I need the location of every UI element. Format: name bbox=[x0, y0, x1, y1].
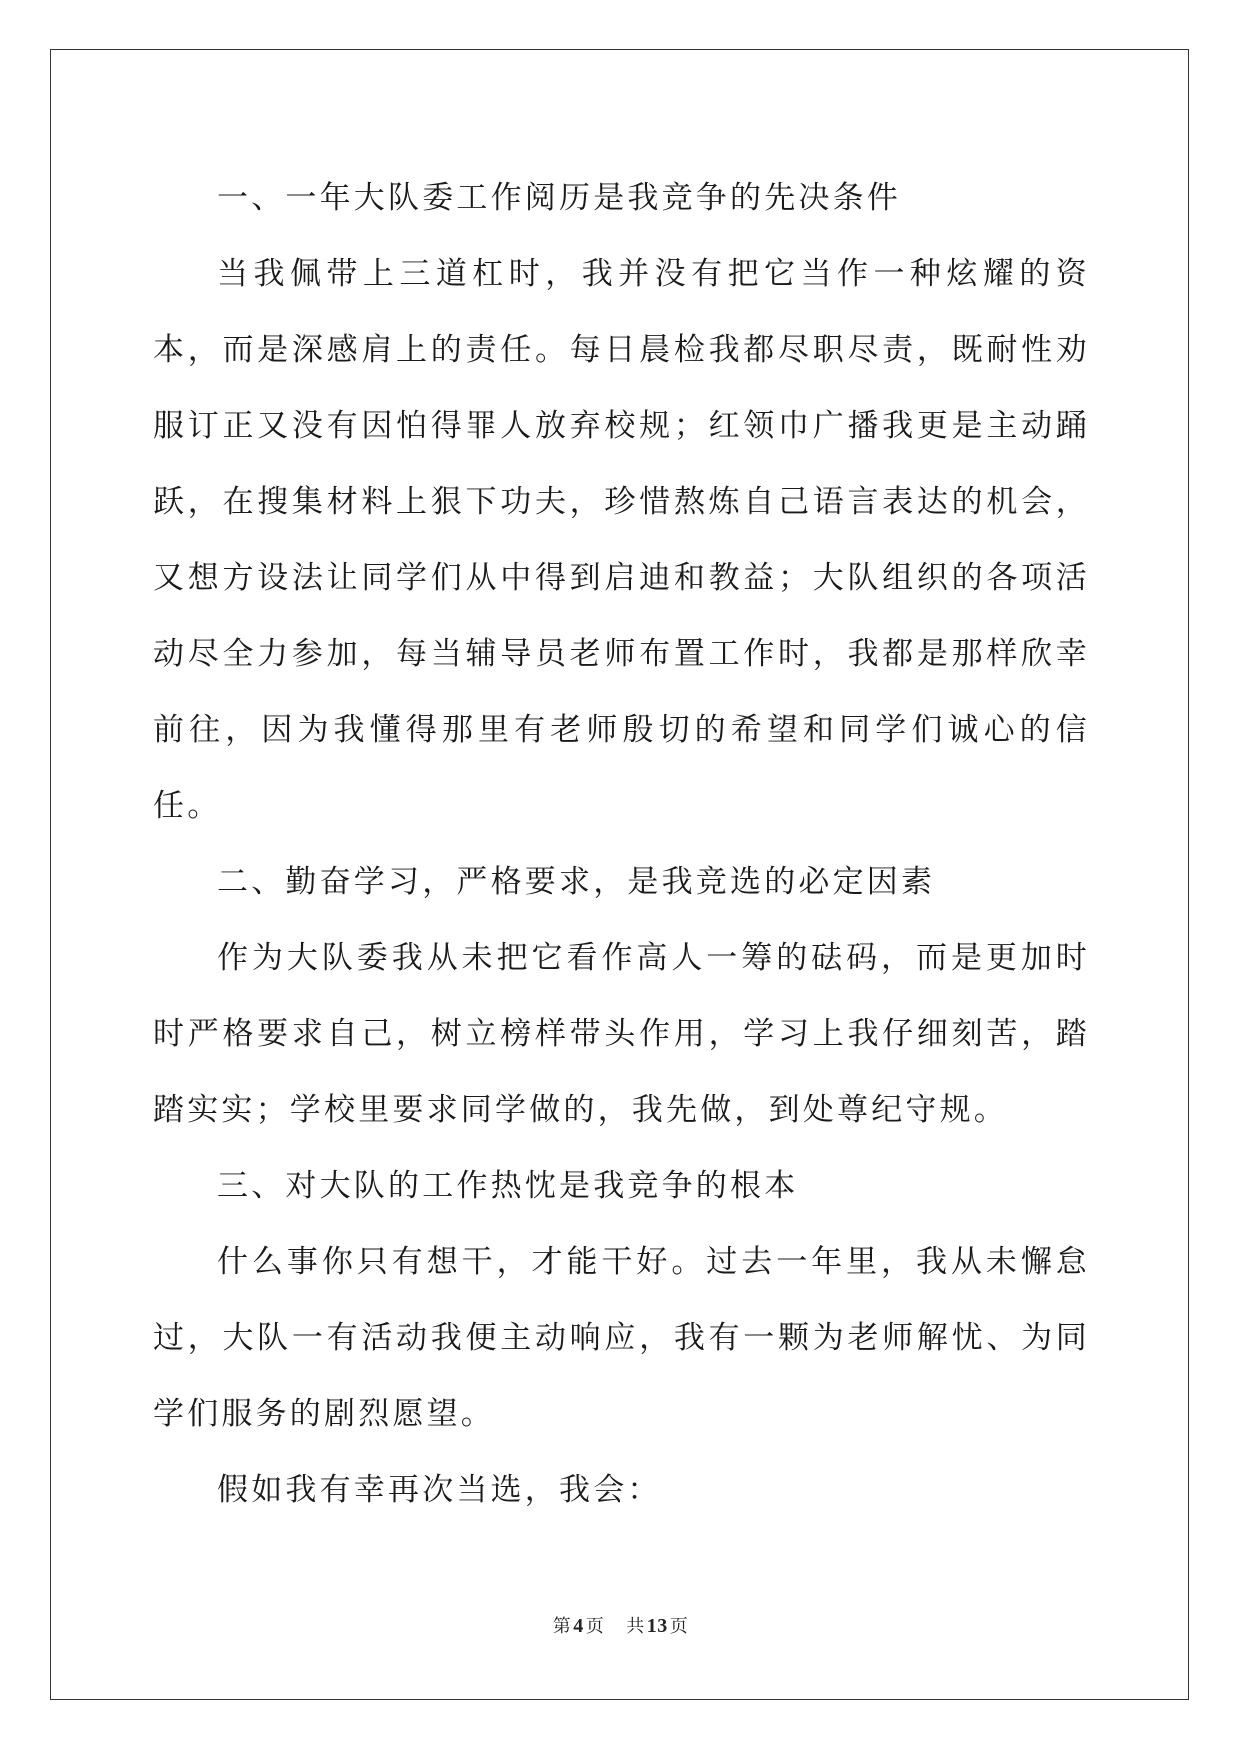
section-heading-1: 一、一年大队委工作阅历是我竞争的先决条件 bbox=[217, 180, 901, 216]
page-suffix: 页 bbox=[585, 1616, 605, 1637]
paragraph: 什么事你只有想干，才能干好。过去一年里，我从未懈怠过，大队一有活动我便主动响应，我有一颗为老师解忧、为同学们服务的剧烈愿望。 bbox=[153, 1244, 1090, 1432]
total-suffix: 页 bbox=[669, 1616, 689, 1637]
total-pages: 13 bbox=[646, 1615, 668, 1637]
page-number: 4 bbox=[573, 1615, 584, 1637]
section-heading-2: 二、勤奋学习，严格要求，是我竞选的必定因素 bbox=[217, 864, 936, 900]
total-prefix: 共 bbox=[626, 1616, 645, 1637]
paragraph: 假如我有幸再次当选，我会： bbox=[217, 1472, 662, 1508]
paragraph: 作为大队委我从未把它看作高人一筹的砝码，而是更加时时严格要求自己，树立榜样带头作用，学习上我仔细刻苦，踏踏实实；学校里要求同学做的，我先做，到处尊纪守规。 bbox=[153, 940, 1090, 1128]
section-heading-3: 三、对大队的工作热忱是我竞争的根本 bbox=[217, 1168, 799, 1204]
paragraph: 当我佩带上三道杠时，我并没有把它当作一种炫耀的资本，而是深感肩上的责任。每日晨检我都尽职尽责，既耐性劝服订正又没有因怕得罪人放弃校规；红领巾广播我更是主动踊跃，在搜集材料上狠下功夫，珍惜熬炼自己语言表达的机会，又想方设法让同学们从中得到启迪和教益；大队组织的各项活动尽全力参加，每当辅导员老师布置工作时，我都是那样欣幸前往，因为我懂得那里有老师殷切的希望和同学们诚心的信任。 bbox=[153, 256, 1090, 824]
page-footer bbox=[0, 1612, 1241, 1638]
page-prefix: 第 bbox=[552, 1616, 572, 1637]
document-body bbox=[153, 160, 1090, 1528]
